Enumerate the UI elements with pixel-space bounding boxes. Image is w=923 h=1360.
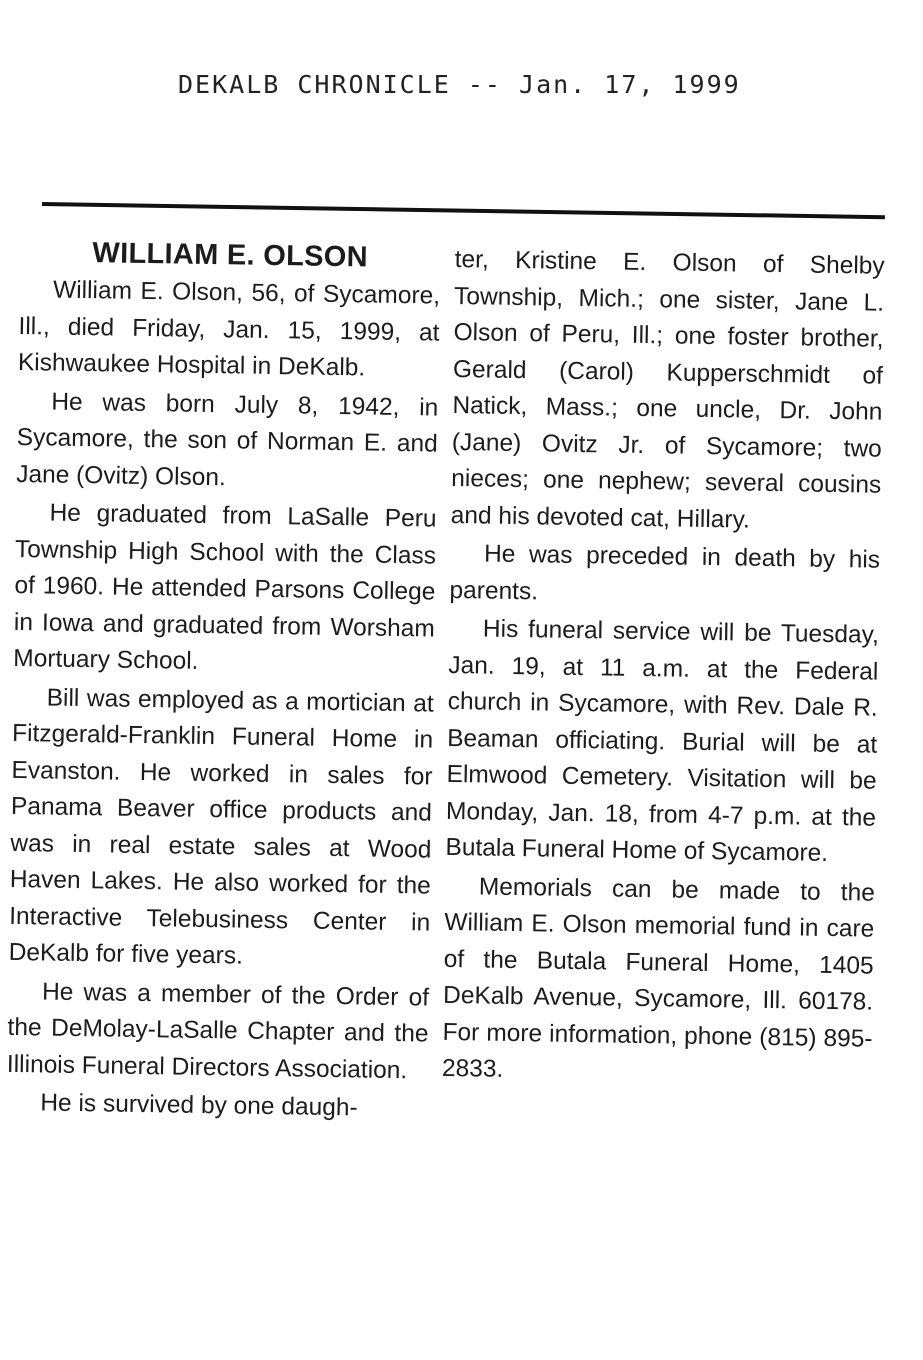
paragraph-survivors-continued: ter, Kristine E. Olson of Shelby Township, Mich.; one sister, Jane L. Olson of Peru, Ill.; one foster brother, Gerald (Carol) Kupperschmidt of Natick, Mass.; one uncle, Dr. John (Jane) Ovitz Jr. of Sycamore; two nieces; one nephew; several cousins and his devoted cat, Hillary. xyxy=(450,245,885,534)
article-left-column xyxy=(6,232,441,1128)
paragraph-memberships: He was a member of the Order of the DeMolay-LaSalle Chapter and the Illinois Funeral Directors Association. xyxy=(6,977,430,1084)
paragraph-birth: He was born July 8, 1942, in Sycamore, the son of Norman E. and Jane (Ovitz) Olson. xyxy=(15,388,439,491)
article-right-column xyxy=(442,242,885,1094)
paragraph-memorials: Memorials can be made to the William E. Olson memorial fund in care of the Butala Funeral Home, 1405 DeKalb Avenue, Sycamore, Ill. 60178. For more information, phone (815) 895-2833. xyxy=(441,872,876,1083)
paragraph-funeral-service: His funeral service will be Tuesday, Jan. 19, at 11 a.m. at the Federal church in Sycamore, with Rev. Dale R. Beaman officiating. Burial will be at Elmwood Cemetery. Visitation will be Monday, Jan. 18, from 4-7 p.m. at the Butala Funeral Home of Sycamore. xyxy=(445,615,880,867)
paragraph-death-notice: William E. Olson, 56, of Sycamore, Ill., died Friday, Jan. 15, 1999, at Kishwaukee Hospital in DeKalb. xyxy=(17,276,441,382)
article-headline: WILLIAM E. OLSON xyxy=(92,237,369,274)
paragraph-career: Bill was employed as a mortician at Fitzgerald-Franklin Funeral Home in Evanston. He worked in sales for Panama Beaver office products and was in real estate sales at Wood Haven Lakes. He also worked for the Interactive Telebusiness Center in DeKalb for five years. xyxy=(8,683,434,970)
paragraph-survivors-start: He is survived by one daugh- xyxy=(40,1089,358,1122)
paragraph-education: He graduated from LaSalle Peru Township High School with the Class of 1960. He attended Parsons College in Iowa and graduated from Worsham Mortuary School. xyxy=(13,499,437,675)
publication-header: DEKALB CHRONICLE -- Jan. 17, 1999 xyxy=(178,70,741,99)
horizontal-rule xyxy=(42,202,885,219)
paragraph-preceded: He was preceded in death by his parents. xyxy=(449,540,881,605)
